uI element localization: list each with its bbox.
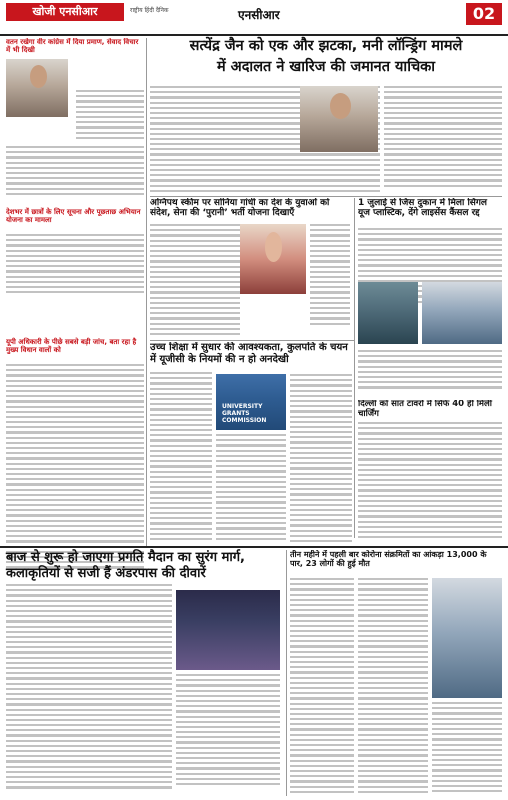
bottom-left-headline [6, 550, 286, 581]
left-story-1-headline: वतन रखेगा वीर कांग्रेस में दिया प्रमाण, सेवाद विचार में भी दिखी [6, 38, 139, 55]
tunnel-photo [176, 590, 280, 670]
bottom-left-headline-line2: कलाकृतियों से सजी हैं अंडरपास की दीवारें [6, 565, 206, 581]
left-story-1-photo [6, 59, 68, 117]
brand-logo: खोजी एनसीआर [6, 3, 124, 21]
bottom-right-body-left [290, 578, 354, 794]
lead-photo [300, 86, 378, 152]
covid-photo [432, 578, 502, 698]
section-title: एनसीआर [238, 8, 280, 22]
bottom-left-body-right [176, 674, 280, 794]
ugc-headline-line2: में यूजीसी के नियमों की न हो अनदेखी [150, 353, 289, 365]
middle-story-body-right [310, 224, 350, 336]
right-story-photo-2 [422, 282, 502, 344]
page-number: 02 [466, 3, 502, 25]
bottom-right-headline: तीन महीने में पहली बार कोरोना संक्रमितों का आंकड़ा 13,000 के पार, 23 लोगों की हुई मौत [290, 550, 487, 569]
ugc-body-right [290, 374, 352, 542]
lead-headline-line2: में अदालत ने खारिज की जमानत याचिका [216, 59, 436, 76]
right-story-photo-1 [358, 282, 418, 344]
brand-subtitle: राष्ट्रीय हिंदी दैनिक [130, 7, 169, 14]
bottom-right-body-right [432, 702, 502, 794]
right-story-headline: 1 जुलाई से जिस दुकान में मिला सिंगल यूज प्लास्टिक, देंगे लाइसेंस कैंसल रद्द [358, 198, 488, 219]
middle-story-headline: अग्निपथ स्कीम पर सोनिया गांधी का देश के युवाओं को संदेश, सेना की ‘पुरानी’ भर्ती योजना दिखाएँ [150, 198, 330, 219]
right-story-2 [358, 400, 502, 540]
right-story-2-headline: दिल्ली को सात टावरों में सिर्फ 40 ही मिली चार्जिंग [358, 400, 492, 419]
ugc-headline-line1: उच्च शिक्षा में सुधार की आवश्यकता, कुलपति के चयन [150, 342, 348, 353]
right-story-body [358, 350, 502, 400]
bottom-right-body-mid [358, 578, 428, 794]
masthead [0, 0, 508, 36]
ugc-photo [216, 374, 286, 430]
left-story-2-headline: देशभर में छात्रों के लिए सूचना और पूछताछ अभियान योजना का मामला [6, 208, 141, 225]
lead-headline-line1: सत्येंद्र जैन को एक और झटका, मनी लॉन्ड्रिंग मामले [189, 38, 463, 54]
lead-body-right [384, 86, 502, 196]
middle-story-photo [240, 224, 306, 294]
bottom-right-headline-block [290, 550, 502, 576]
lead-headline [150, 36, 502, 82]
ugc-photo-caption: UNIVERSITY GRANTS COMMISSION [222, 403, 267, 424]
left-column [6, 38, 144, 586]
ugc-headline [150, 342, 354, 368]
bottom-left-headline-line1: बाज से शुरू हो जाएगा प्रगति मैदान का सुरंग मार्ग, [6, 550, 245, 565]
ugc-body-mid [216, 434, 286, 542]
left-story-3-headline: यूपी अधिकारी के पीछे सबसे बड़ी जांच, बता रहा है मुख्य विधान वालों को [6, 338, 137, 355]
ugc-body-left [150, 372, 212, 542]
